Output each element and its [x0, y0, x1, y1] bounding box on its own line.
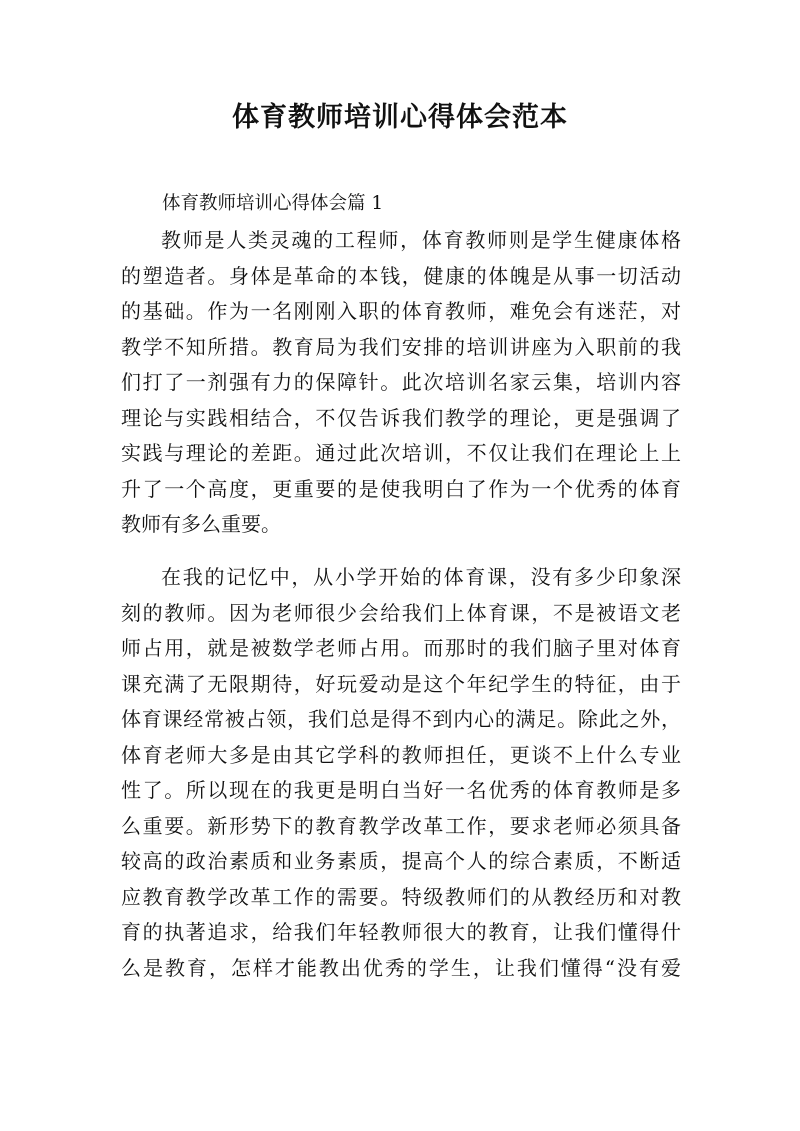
- paragraph-line: 课充满了无限期待，好玩爱动是这个年纪学生的特征，由于: [121, 671, 681, 696]
- paragraph-line: 么是教育，怎样才能教出优秀的学生，让我们懂得“没有爱: [121, 955, 681, 980]
- paragraph-line: 的塑造者。身体是革命的本钱，健康的体魄是从事一切活动: [121, 263, 681, 288]
- paragraph-line: 师占用，就是被数学老师占用。而那时的我们脑子里对体育: [121, 636, 681, 660]
- paragraph-line: 育的执著追求，给我们年轻教师很大的教育，让我们懂得什: [121, 920, 681, 944]
- paragraph: [121, 223, 681, 543]
- document-title: 体育教师培训心得体会范本: [232, 102, 568, 133]
- paragraph-line: 体育课经常被占领，我们总是得不到内心的满足。除此之外，: [121, 707, 681, 731]
- paragraph-line: 较高的政治素质和业务素质，提高个人的综合素质，不断适: [121, 849, 681, 873]
- paragraph-line: 刻的教师。因为老师很少会给我们上体育课，不是被语文老: [121, 600, 681, 625]
- paragraph-line: 教学不知所措。教育局为我们安排的培训讲座为入职前的我: [121, 334, 681, 359]
- section-heading: 体育教师培训心得体会篇 1: [162, 193, 384, 214]
- paragraph-line: 性了。所以现在的我更是明白当好一名优秀的体育教师是多: [121, 778, 681, 802]
- paragraph-line: 理论与实践相结合，不仅告诉我们教学的理论，更是强调了: [121, 405, 681, 430]
- paragraph-line: 体育老师大多是由其它学科的教师担任，更谈不上什么专业: [121, 742, 681, 767]
- paragraph-line: 的基础。作为一名刚刚入职的体育教师，难免会有迷茫，对: [121, 299, 681, 323]
- paragraph: [121, 560, 681, 986]
- paragraph-line: 升了一个高度，更重要的是使我明白了作为一个优秀的体育: [121, 476, 681, 501]
- paragraph-line: 们打了一剂强有力的保障针。此次培训名家云集，培训内容: [121, 370, 681, 394]
- paragraph-line: 么重要。新形势下的教育教学改革工作，要求老师必须具备: [121, 813, 681, 838]
- paragraph-line: 应教育教学改革工作的需要。特级教师们的从教经历和对教: [121, 884, 681, 909]
- paragraph-line: 教师是人类灵魂的工程师，体育教师则是学生健康体格: [161, 228, 681, 252]
- paragraph-line: 在我的记忆中，从小学开始的体育课，没有多少印象深: [161, 565, 681, 589]
- paragraph-line: 教师有多么重要。: [121, 512, 281, 536]
- paragraph-line: 实践与理论的差距。通过此次培训，不仅让我们在理论上上: [121, 441, 681, 465]
